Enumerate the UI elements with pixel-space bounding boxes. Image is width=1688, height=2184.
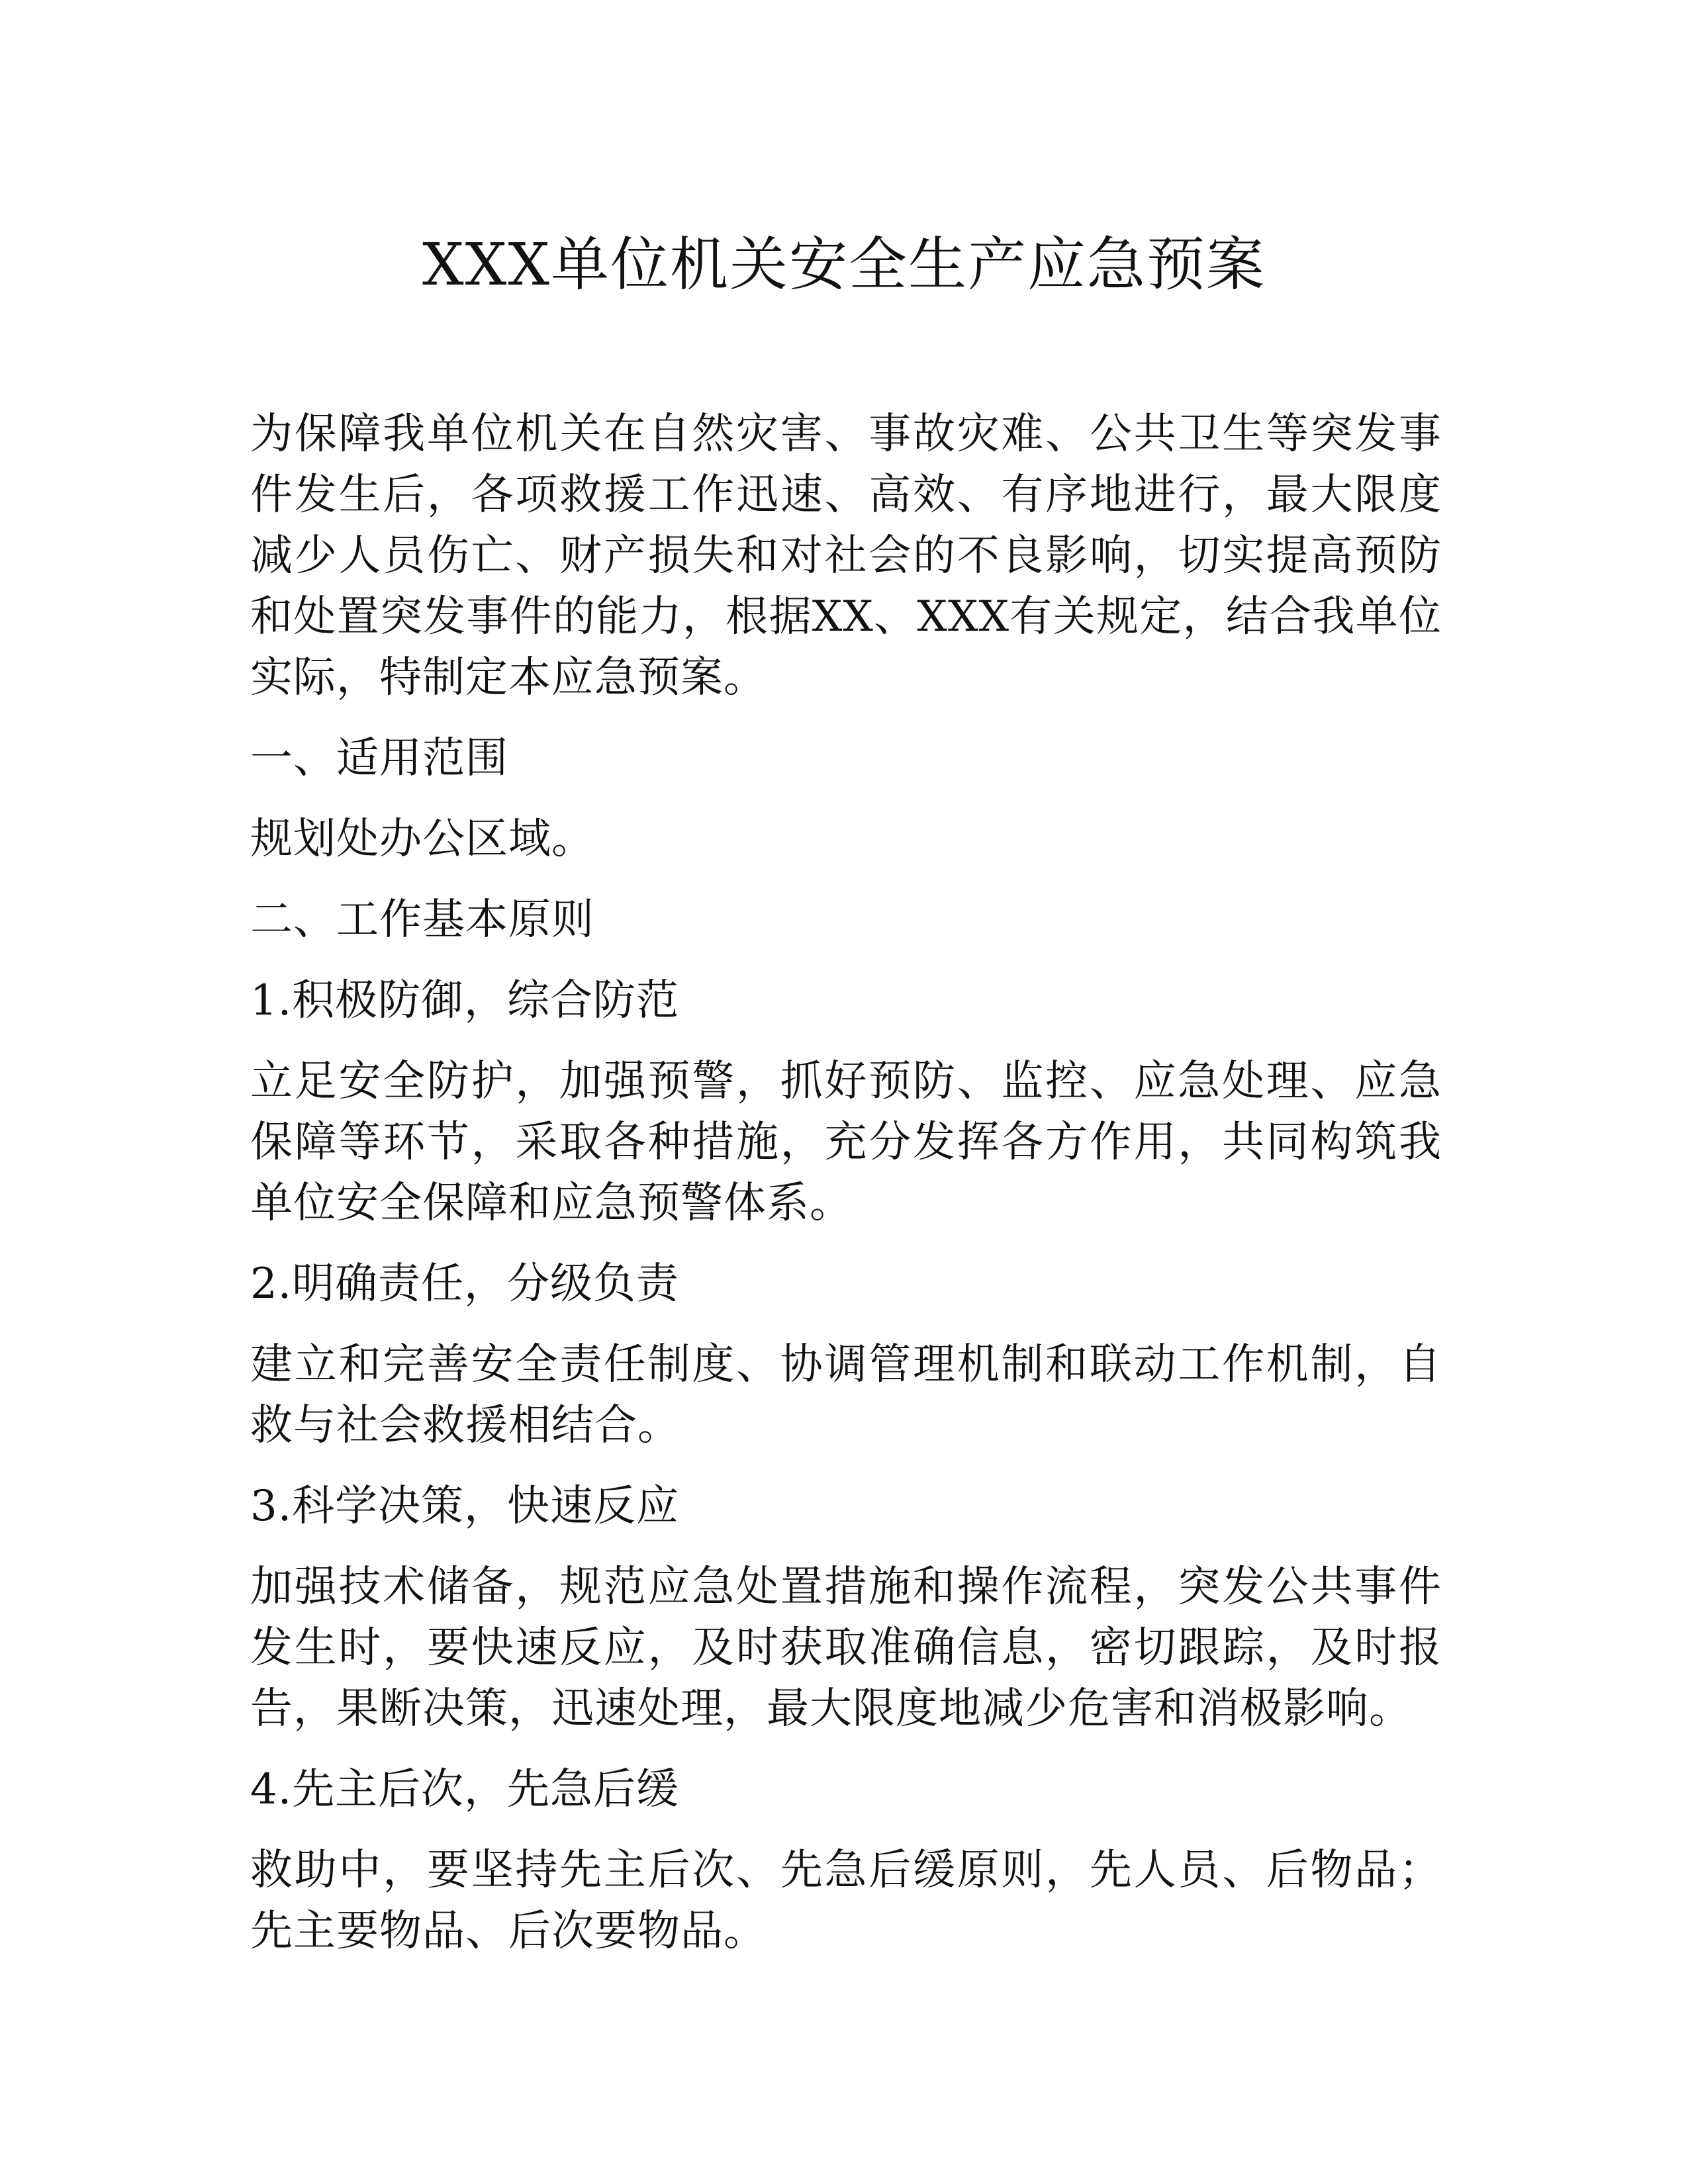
principle-4-paragraph: 救助中，要坚持先主后次、先急后缓原则，先人员、后物品；先主要物品、后次要物品。 (250, 1846, 1442, 1956)
scope-paragraph: 规划处办公区域。 (250, 815, 594, 864)
principle-3-paragraph: 加强技术储备，规范应急处置措施和操作流程，突发公共事件发生时，要快速反应，及时获取准确信息，密切跟踪，及时报告，果断决策，迅速处理，最大限度地减少危害和消极影响。 (250, 1563, 1442, 1733)
subheading-principle-2: 2.明确责任，分级负责 (250, 1259, 680, 1308)
section-heading-principles: 二、工作基本原则 (250, 895, 594, 944)
principle-2-paragraph: 建立和完善安全责任制度、协调管理机制和联动工作机制，自救与社会救援相结合。 (250, 1340, 1442, 1450)
principle-1-paragraph: 立足安全防护，加强预警，抓好预防、监控、应急处理、应急保障等环节，采取各种措施，充分发挥各方作用，共同构筑我单位安全保障和应急预警体系。 (250, 1057, 1442, 1228)
intro-paragraph: 为保障我单位机关在自然灾害、事故灾难、公共卫生等突发事件发生后，各项救援工作迅速、高效、有序地进行，最大限度减少人员伤亡、财产损失和对社会的不良影响，切实提高预防和处置突发事件的能力，根据XX、XXX有关规定，结合我单位实际，特制定本应急预案。 (250, 410, 1442, 702)
document-body (250, 404, 1442, 1981)
document-title: XXX单位机关安全生产应急预案 (422, 230, 1266, 298)
subheading-principle-1: 1.积极防御，综合防范 (250, 976, 680, 1025)
subheading-principle-4: 4.先主后次，先急后缓 (250, 1765, 680, 1814)
section-heading-scope: 一、适用范围 (250, 734, 508, 783)
subheading-principle-3: 3.科学决策，快速反应 (250, 1482, 680, 1531)
